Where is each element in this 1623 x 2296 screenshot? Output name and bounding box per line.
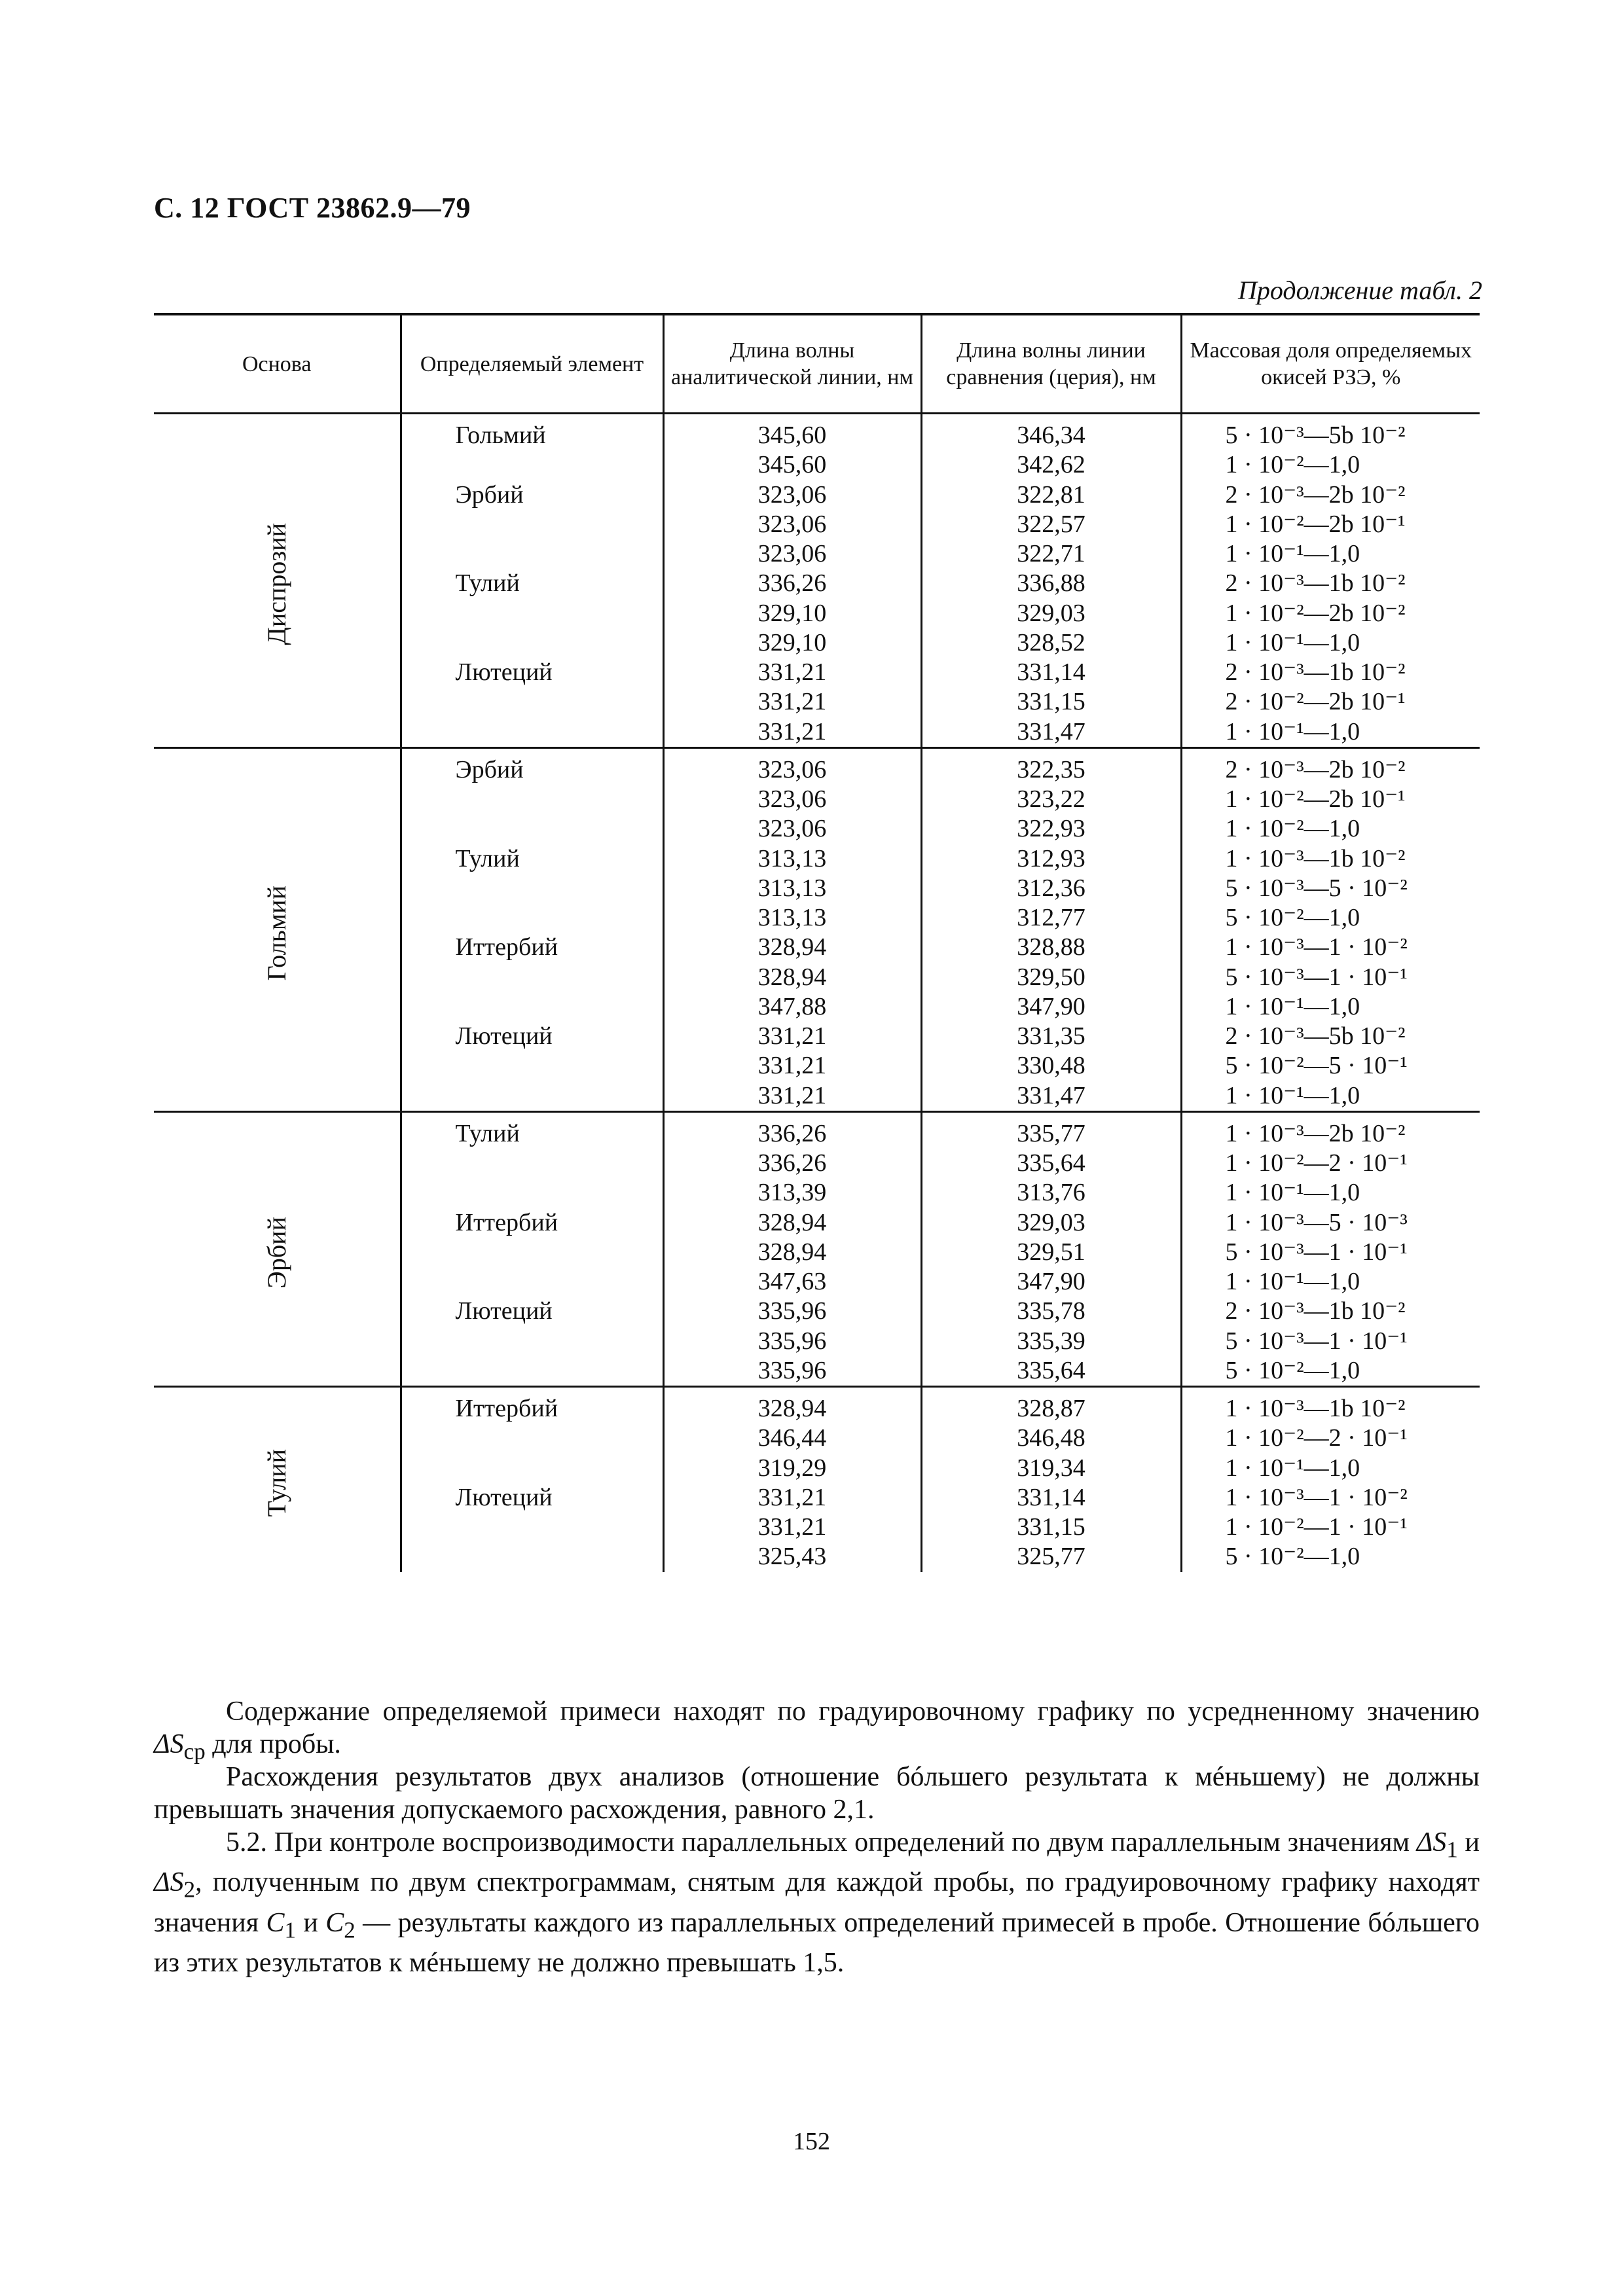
compare-wavelength-cell	[921, 421, 1181, 747]
table-cell-line: 331,47	[1017, 1081, 1085, 1109]
compare-wavelength-cell	[921, 755, 1181, 1112]
table-cell-line: 2 · 10⁻³—2b 10⁻²	[1225, 755, 1406, 783]
table-cell-line: Тулий	[455, 569, 520, 598]
table-cell-line: 335,77	[1017, 1119, 1085, 1147]
table-cell-line: 319,29	[757, 1454, 827, 1482]
wavelength-table	[154, 313, 1480, 1572]
table-cell-line: 335,96	[757, 1297, 827, 1325]
table-cell-line: 5 · 10⁻²—1,0	[1225, 1543, 1360, 1571]
table-cell-line: 1 · 10⁻³—5 · 10⁻³	[1225, 1208, 1408, 1236]
table-cell-line: 1 · 10⁻²—1,0	[1225, 451, 1360, 479]
table-cell-line: 5 · 10⁻²—5 · 10⁻¹	[1225, 1052, 1408, 1080]
table-group-row	[154, 755, 1480, 1112]
table-cell-line: 1 · 10⁻²—1 · 10⁻¹	[1225, 1513, 1408, 1541]
table-cell-line: 5 · 10⁻³—5b 10⁻²	[1225, 422, 1406, 449]
table-cell-line: 345,60	[757, 451, 827, 479]
table-cell-line: 2 · 10⁻³—1b 10⁻²	[1225, 569, 1406, 598]
table-cell-line: 2 · 10⁻²—2b 10⁻¹	[1225, 688, 1406, 716]
table-cell-line: 328,87	[1017, 1395, 1085, 1422]
table-cell-line: 312,36	[1017, 874, 1085, 902]
separator-cell	[154, 1387, 401, 1395]
table-cell-line: 329,10	[757, 628, 827, 656]
table-cell-line: 331,21	[757, 1052, 827, 1080]
table-cell-line	[402, 599, 663, 628]
table-cell-line: Тулий	[455, 844, 520, 872]
table-cell-line: 1 · 10⁻³—1 · 10⁻²	[1225, 1483, 1408, 1511]
table-cell-line: 313,13	[757, 844, 827, 872]
base-label: Гольмий	[262, 885, 292, 980]
element-cell	[401, 1119, 663, 1387]
compare-wavelength-cell	[921, 1119, 1181, 1387]
table-cell-line: 1 · 10⁻¹—1,0	[1225, 1081, 1360, 1109]
table-cell-line: 322,57	[1017, 510, 1085, 538]
table-cell-line: 322,71	[1017, 540, 1085, 567]
table-cell-line: 1 · 10⁻¹—1,0	[1225, 1179, 1360, 1207]
page-header: С. 12 ГОСТ 23862.9—79	[154, 192, 471, 224]
table-cell-line: 328,88	[1017, 933, 1085, 961]
table-cell-line: 1 · 10⁻²—2 · 10⁻¹	[1225, 1149, 1408, 1177]
table-cell-line: 1 · 10⁻²—2 · 10⁻¹	[1225, 1424, 1408, 1452]
table-cell-line	[402, 450, 663, 480]
group-separator	[154, 1387, 1480, 1395]
paragraph-content-determination: Содержание определяемой примеси находят по градуировочному графику по усредненному значению $\Delta S_{ср}$ для пробы.	[154, 1696, 1480, 1765]
table-cell-line: 325,77	[1017, 1543, 1085, 1571]
table-cell-line: Гольмий	[455, 422, 546, 449]
table-cell-line: 323,22	[1017, 785, 1085, 813]
table-continuation-label: Продолжение табл. 2	[1237, 276, 1482, 305]
separator-cell	[401, 414, 663, 422]
table-cell-line: 347,63	[757, 1268, 827, 1295]
separator-cell	[921, 747, 1181, 755]
table-cell-line: 342,62	[1017, 451, 1085, 479]
table-cell-line: 1 · 10⁻²—2b 10⁻¹	[1225, 785, 1406, 813]
table-cell-line: 336,26	[757, 569, 827, 598]
table-cell-line: 347,90	[1017, 1268, 1085, 1295]
table-cell-line: 347,90	[1017, 992, 1085, 1020]
table-cell-line: Тулий	[455, 1119, 520, 1147]
table-cell-line: 5 · 10⁻³—1 · 10⁻¹	[1225, 963, 1408, 991]
table-cell-line: 328,94	[757, 963, 827, 991]
table-cell-line: 323,06	[757, 540, 827, 567]
table-cell-line: Лютеций	[455, 658, 553, 686]
base-label: Эрбий	[262, 1216, 292, 1289]
table-cell-line: 331,21	[757, 658, 827, 686]
analytic-wavelength-cell	[663, 1119, 921, 1387]
table-cell-line: Лютеций	[455, 1297, 553, 1325]
table-cell-line	[402, 1178, 663, 1208]
table-cell-line: 336,26	[757, 1149, 827, 1177]
separator-cell	[1181, 414, 1480, 422]
table-cell-line: 336,26	[757, 1119, 827, 1147]
separator-cell	[1181, 1111, 1480, 1119]
separator-cell	[921, 1387, 1181, 1395]
table-cell-line: 347,88	[757, 992, 827, 1020]
table-cell-line: 1 · 10⁻³—2b 10⁻²	[1225, 1119, 1406, 1147]
base-cell	[154, 421, 401, 747]
table-cell-line: 1 · 10⁻¹—1,0	[1225, 1268, 1360, 1295]
table-cell-line: 323,06	[757, 480, 827, 509]
table-cell-line	[402, 510, 663, 539]
separator-cell	[663, 747, 921, 755]
table-cell-line: 336,88	[1017, 569, 1085, 598]
table-cell-line	[402, 874, 663, 903]
table-cell-line: 331,15	[1017, 688, 1085, 716]
table-cell-line: Эрбий	[455, 480, 524, 509]
column-header-base: Основа	[242, 351, 312, 376]
separator-cell	[1181, 1387, 1480, 1395]
mass-fraction-cell	[1181, 421, 1480, 747]
table-cell-line	[402, 1356, 663, 1386]
separator-cell	[401, 1387, 663, 1395]
table-cell-line: 329,51	[1017, 1238, 1085, 1266]
table-cell-line: 1 · 10⁻¹—1,0	[1225, 628, 1360, 656]
element-cell	[401, 755, 663, 1112]
table-cell-line: 331,21	[757, 717, 827, 745]
table-cell-line	[402, 963, 663, 992]
table-cell-line: 1 · 10⁻²—2b 10⁻²	[1225, 599, 1406, 627]
table-cell-line: 1 · 10⁻¹—1,0	[1225, 1454, 1360, 1482]
table-cell-line	[402, 814, 663, 844]
table-cell-line: 5 · 10⁻³—1 · 10⁻¹	[1225, 1327, 1408, 1355]
table-group-row	[154, 1394, 1480, 1572]
table-cell-line: 329,50	[1017, 963, 1085, 991]
table-cell-line: 323,06	[757, 785, 827, 813]
column-header-compare-wavelength: Длина волны линии сравнения (церия), нм	[921, 314, 1181, 414]
base-cell	[154, 1394, 401, 1572]
table-cell-line: 329,03	[1017, 1208, 1085, 1236]
table-cell-line: 335,96	[757, 1327, 827, 1355]
table-cell-line: 331,21	[757, 688, 827, 716]
table-cell-line	[402, 717, 663, 747]
separator-cell	[154, 747, 401, 755]
analytic-wavelength-cell	[663, 421, 921, 747]
paragraph-discrepancy: Расхождения результатов двух анализов (отношение бóльшего результата к мéньшему) не должны превышать значения допускаемого расхождения, равного 2,1.	[154, 1762, 1480, 1825]
table-group-row	[154, 1119, 1480, 1387]
table-cell-line: 322,35	[1017, 755, 1085, 783]
table-cell-line: 313,13	[757, 904, 827, 931]
separator-cell	[663, 414, 921, 422]
element-cell	[401, 1394, 663, 1572]
separator-cell	[1181, 747, 1480, 755]
table-cell-line: 322,81	[1017, 480, 1085, 509]
base-label: Диспрозий	[262, 522, 292, 645]
table-cell-line: 328,94	[757, 933, 827, 961]
group-separator	[154, 747, 1480, 755]
table-cell-line: 323,06	[757, 755, 827, 783]
table-cell-line: 331,21	[757, 1081, 827, 1109]
table-cell-line: 331,21	[757, 1483, 827, 1511]
mass-fraction-cell	[1181, 1394, 1480, 1572]
table-cell-line: 328,52	[1017, 628, 1085, 656]
table-cell-line: 2 · 10⁻³—1b 10⁻²	[1225, 1297, 1406, 1325]
table-cell-line: 323,06	[757, 815, 827, 843]
table-cell-line: 346,48	[1017, 1424, 1085, 1452]
table-cell-line: 331,21	[757, 1022, 827, 1050]
table-cell-line: 325,43	[757, 1543, 827, 1571]
table-cell-line: 1 · 10⁻¹—1,0	[1225, 540, 1360, 567]
separator-cell	[663, 1111, 921, 1119]
table-cell-line	[402, 1149, 663, 1178]
table-cell-line: 1 · 10⁻³—1 · 10⁻²	[1225, 933, 1408, 961]
table-cell-line	[402, 1238, 663, 1267]
table-cell-line: 335,64	[1017, 1356, 1085, 1384]
table-cell-line	[402, 1424, 663, 1453]
table-cell-line: 323,06	[757, 510, 827, 538]
column-header-mass-fraction: Массовая доля определяемых окисей РЗЭ, %	[1181, 314, 1480, 414]
table-cell-line: 335,78	[1017, 1297, 1085, 1325]
table-cell-line	[402, 1327, 663, 1356]
table-cell-line: 2 · 10⁻³—1b 10⁻²	[1225, 658, 1406, 686]
table-cell-line	[402, 539, 663, 569]
table-cell-line: 5 · 10⁻²—1,0	[1225, 904, 1360, 931]
separator-cell	[401, 1111, 663, 1119]
separator-cell	[663, 1387, 921, 1395]
table-cell-line: 331,15	[1017, 1513, 1085, 1541]
table-cell-line	[402, 785, 663, 814]
table-cell-line: 335,64	[1017, 1149, 1085, 1177]
separator-cell	[154, 1111, 401, 1119]
compare-wavelength-cell	[921, 1394, 1181, 1572]
table-cell-line	[402, 903, 663, 933]
table-cell-line: 313,39	[757, 1179, 827, 1207]
table-cell-line: 2 · 10⁻³—5b 10⁻²	[1225, 1022, 1406, 1050]
table-cell-line: 5 · 10⁻³—5 · 10⁻²	[1225, 874, 1408, 902]
table-cell-line: Иттербий	[455, 1395, 558, 1422]
table-cell-line: 1 · 10⁻³—1b 10⁻²	[1225, 1395, 1406, 1422]
base-cell	[154, 1119, 401, 1387]
table-cell-line: Иттербий	[455, 1208, 558, 1236]
table-cell-line: Лютеций	[455, 1022, 553, 1050]
mass-fraction-cell	[1181, 1119, 1480, 1387]
table-cell-line	[402, 1051, 663, 1081]
table-cell-line: 312,93	[1017, 844, 1085, 872]
table-cell-line: 328,94	[757, 1395, 827, 1422]
table-cell-line	[402, 1267, 663, 1297]
table-cell-line: 329,03	[1017, 599, 1085, 627]
table-cell-line: 322,93	[1017, 815, 1085, 843]
column-header-element: Определяемый элемент	[401, 314, 663, 414]
table-cell-line	[402, 1513, 663, 1542]
table-cell-line: 319,34	[1017, 1454, 1085, 1482]
column-header-analytic-wavelength: Длина волны аналитической линии, нм	[663, 314, 921, 414]
element-cell	[401, 421, 663, 747]
table-cell-line: 335,39	[1017, 1327, 1085, 1355]
table-cell-line: 335,96	[757, 1356, 827, 1384]
group-separator	[154, 414, 1480, 422]
table-cell-line: Эрбий	[455, 755, 524, 783]
table-cell-line: 328,94	[757, 1208, 827, 1236]
base-cell	[154, 755, 401, 1112]
mass-fraction-cell	[1181, 755, 1480, 1112]
page-number: 152	[793, 2128, 830, 2155]
base-label: Тулий	[262, 1449, 292, 1517]
table-cell-line: 330,48	[1017, 1052, 1085, 1080]
table-cell-line: 5 · 10⁻³—1 · 10⁻¹	[1225, 1238, 1408, 1266]
group-separator	[154, 1111, 1480, 1119]
table-cell-line: 331,14	[1017, 1483, 1085, 1511]
table-cell-line: 331,35	[1017, 1022, 1085, 1050]
table-cell-line: 1 · 10⁻¹—1,0	[1225, 717, 1360, 745]
table-cell-line: Лютеций	[455, 1483, 553, 1511]
table-cell-line: 346,34	[1017, 422, 1085, 449]
table-cell-line: 312,77	[1017, 904, 1085, 931]
table-cell-line: 1 · 10⁻²—2b 10⁻¹	[1225, 510, 1406, 538]
table-cell-line	[402, 687, 663, 717]
table-cell-line: 2 · 10⁻³—2b 10⁻²	[1225, 480, 1406, 509]
paragraph-reproducibility: 5.2. При контроле воспроизводимости параллельных определений по двум параллельным значениям $\Delta S_1$ и $\Delta S_2$, полученным по двум спектрограммам, снятым для каждой пробы, по градуировочному графику находят значения $C_1$ и $C_2$ — результаты каждого из параллельных определений примесей в пробе. Отношение бóльшего из этих результатов к мéньшему не должно превышать 1,5.	[154, 1827, 1480, 1979]
separator-cell	[921, 1111, 1181, 1119]
table-cell-line: 313,76	[1017, 1179, 1085, 1207]
separator-cell	[921, 414, 1181, 422]
table-cell-line	[402, 1081, 663, 1111]
table-cell-line	[402, 992, 663, 1022]
table-cell-line: 331,47	[1017, 717, 1085, 745]
table-group-row	[154, 421, 1480, 747]
analytic-wavelength-cell	[663, 755, 921, 1112]
table-cell-line: 328,94	[757, 1238, 827, 1266]
table-cell-line: 313,13	[757, 874, 827, 902]
table-cell-line: 346,44	[757, 1424, 827, 1452]
separator-cell	[154, 414, 401, 422]
table-cell-line: 5 · 10⁻²—1,0	[1225, 1356, 1360, 1384]
table-cell-line: 331,14	[1017, 658, 1085, 686]
table-cell-line: 1 · 10⁻¹—1,0	[1225, 992, 1360, 1020]
table-body	[154, 414, 1480, 1572]
table-cell-line: 1 · 10⁻²—1,0	[1225, 815, 1360, 843]
table-cell-line: Иттербий	[455, 933, 558, 961]
table-cell-line: 331,21	[757, 1513, 827, 1541]
table-cell-line	[402, 1542, 663, 1571]
analytic-wavelength-cell	[663, 1394, 921, 1572]
table-cell-line	[402, 1454, 663, 1483]
table-cell-line: 345,60	[757, 422, 827, 449]
table-cell-line: 1 · 10⁻³—1b 10⁻²	[1225, 844, 1406, 872]
table-cell-line	[402, 628, 663, 658]
separator-cell	[401, 747, 663, 755]
table-cell-line: 329,10	[757, 599, 827, 627]
